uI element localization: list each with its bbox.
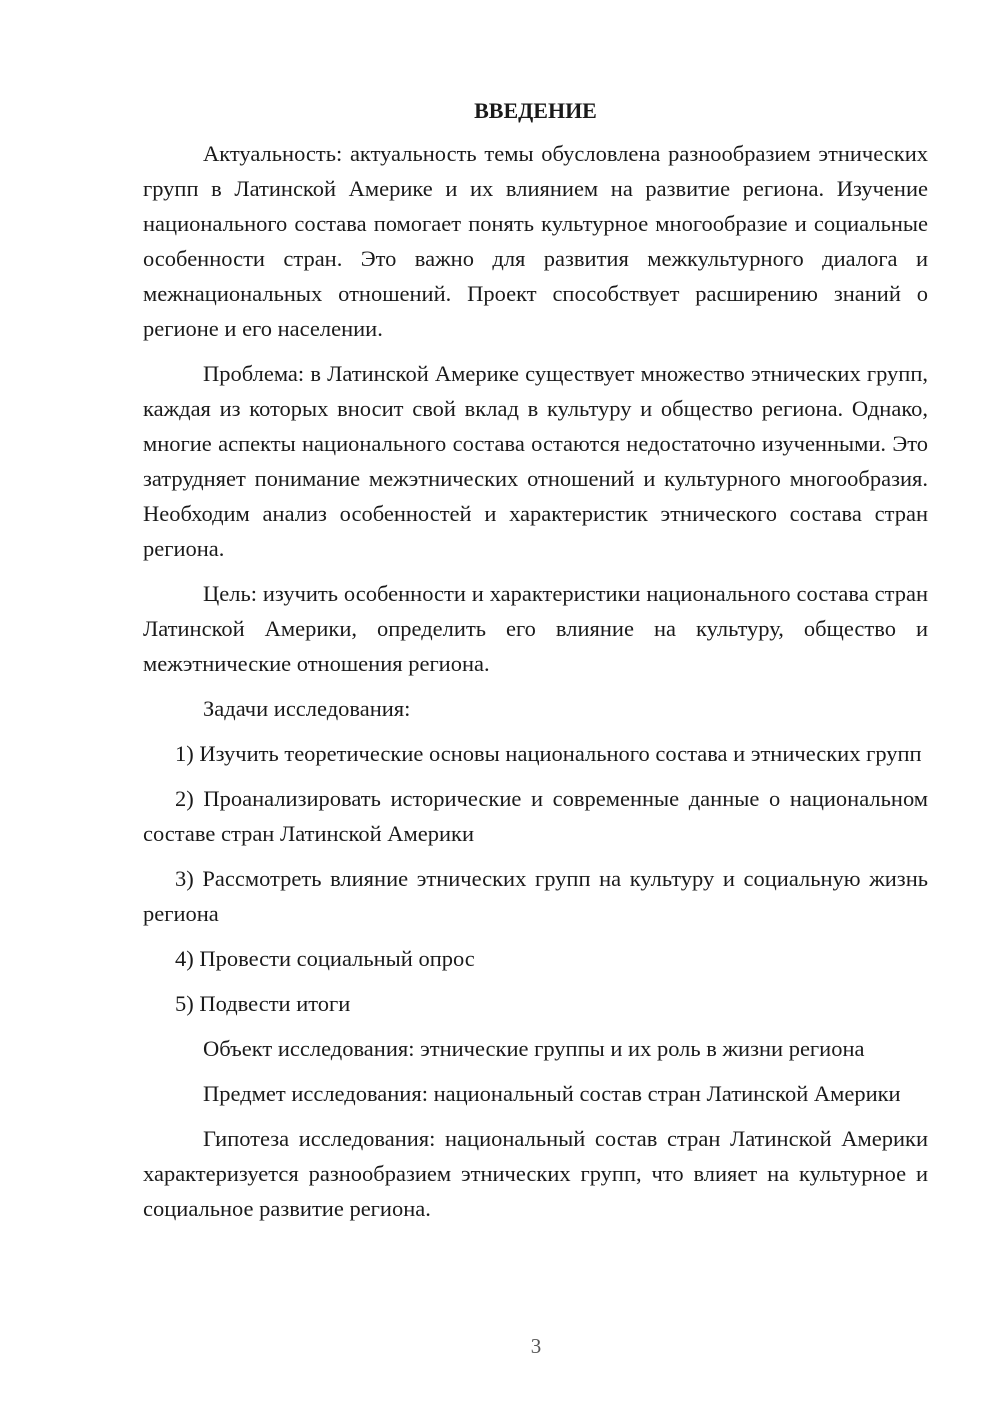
paragraph-problem: Проблема: в Латинской Америке существует множество этнических групп, каждая из которых вносит свой вклад в культуру и общество региона. Однако, многие аспекты национального состава остаются недостаточно изученными. Это затрудняет понимание межэтнических отношений и культурного многообразия. Необходим анализ особенностей и характеристик этнического состава стран региона. (143, 361, 928, 561)
task-item-4: 4) Провести социальный опрос (175, 946, 475, 971)
task-item-2: 2) Проанализировать исторические и современные данные о национальном составе стран Латинской Америки (143, 786, 928, 846)
page-content (143, 91, 928, 1236)
paragraph-goal: Цель: изучить особенности и характеристики национального состава стран Латинской Америки, определить его влияние на культуру, общество и межэтнические отношения региона. (143, 581, 928, 676)
task-item-1: 1) Изучить теоретические основы национального состава и этнических групп (175, 741, 922, 766)
task-item-5: 5) Подвести итоги (175, 991, 351, 1016)
paragraph-relevance: Актуальность: актуальность темы обусловлена разнообразием этнических групп в Латинской Америке и их влиянием на развитие региона. Изучение национального состава помогает понять культурное многообразие и социальные особенности стран. Это важно для развития межкультурного диалога и межнациональных отношений. Проект способствует расширению знаний о регионе и его населении. (143, 141, 928, 341)
paragraph-object: Объект исследования: этнические группы и их роль в жизни региона (203, 1036, 865, 1061)
task-item-3: 3) Рассмотреть влияние этнических групп на культуру и социальную жизнь региона (143, 866, 928, 926)
paragraph-hypothesis: Гипотеза исследования: национальный состав стран Латинской Америки характеризуется разнообразием этнических групп, что влияет на культурное и социальное развитие региона. (143, 1126, 928, 1221)
paragraph-subject: Предмет исследования: национальный состав стран Латинской Америки (203, 1081, 901, 1106)
tasks-heading: Задачи исследования: (203, 696, 411, 721)
section-title: ВВЕДЕНИЕ (474, 98, 597, 123)
page-number: 3 (530, 1334, 542, 1358)
